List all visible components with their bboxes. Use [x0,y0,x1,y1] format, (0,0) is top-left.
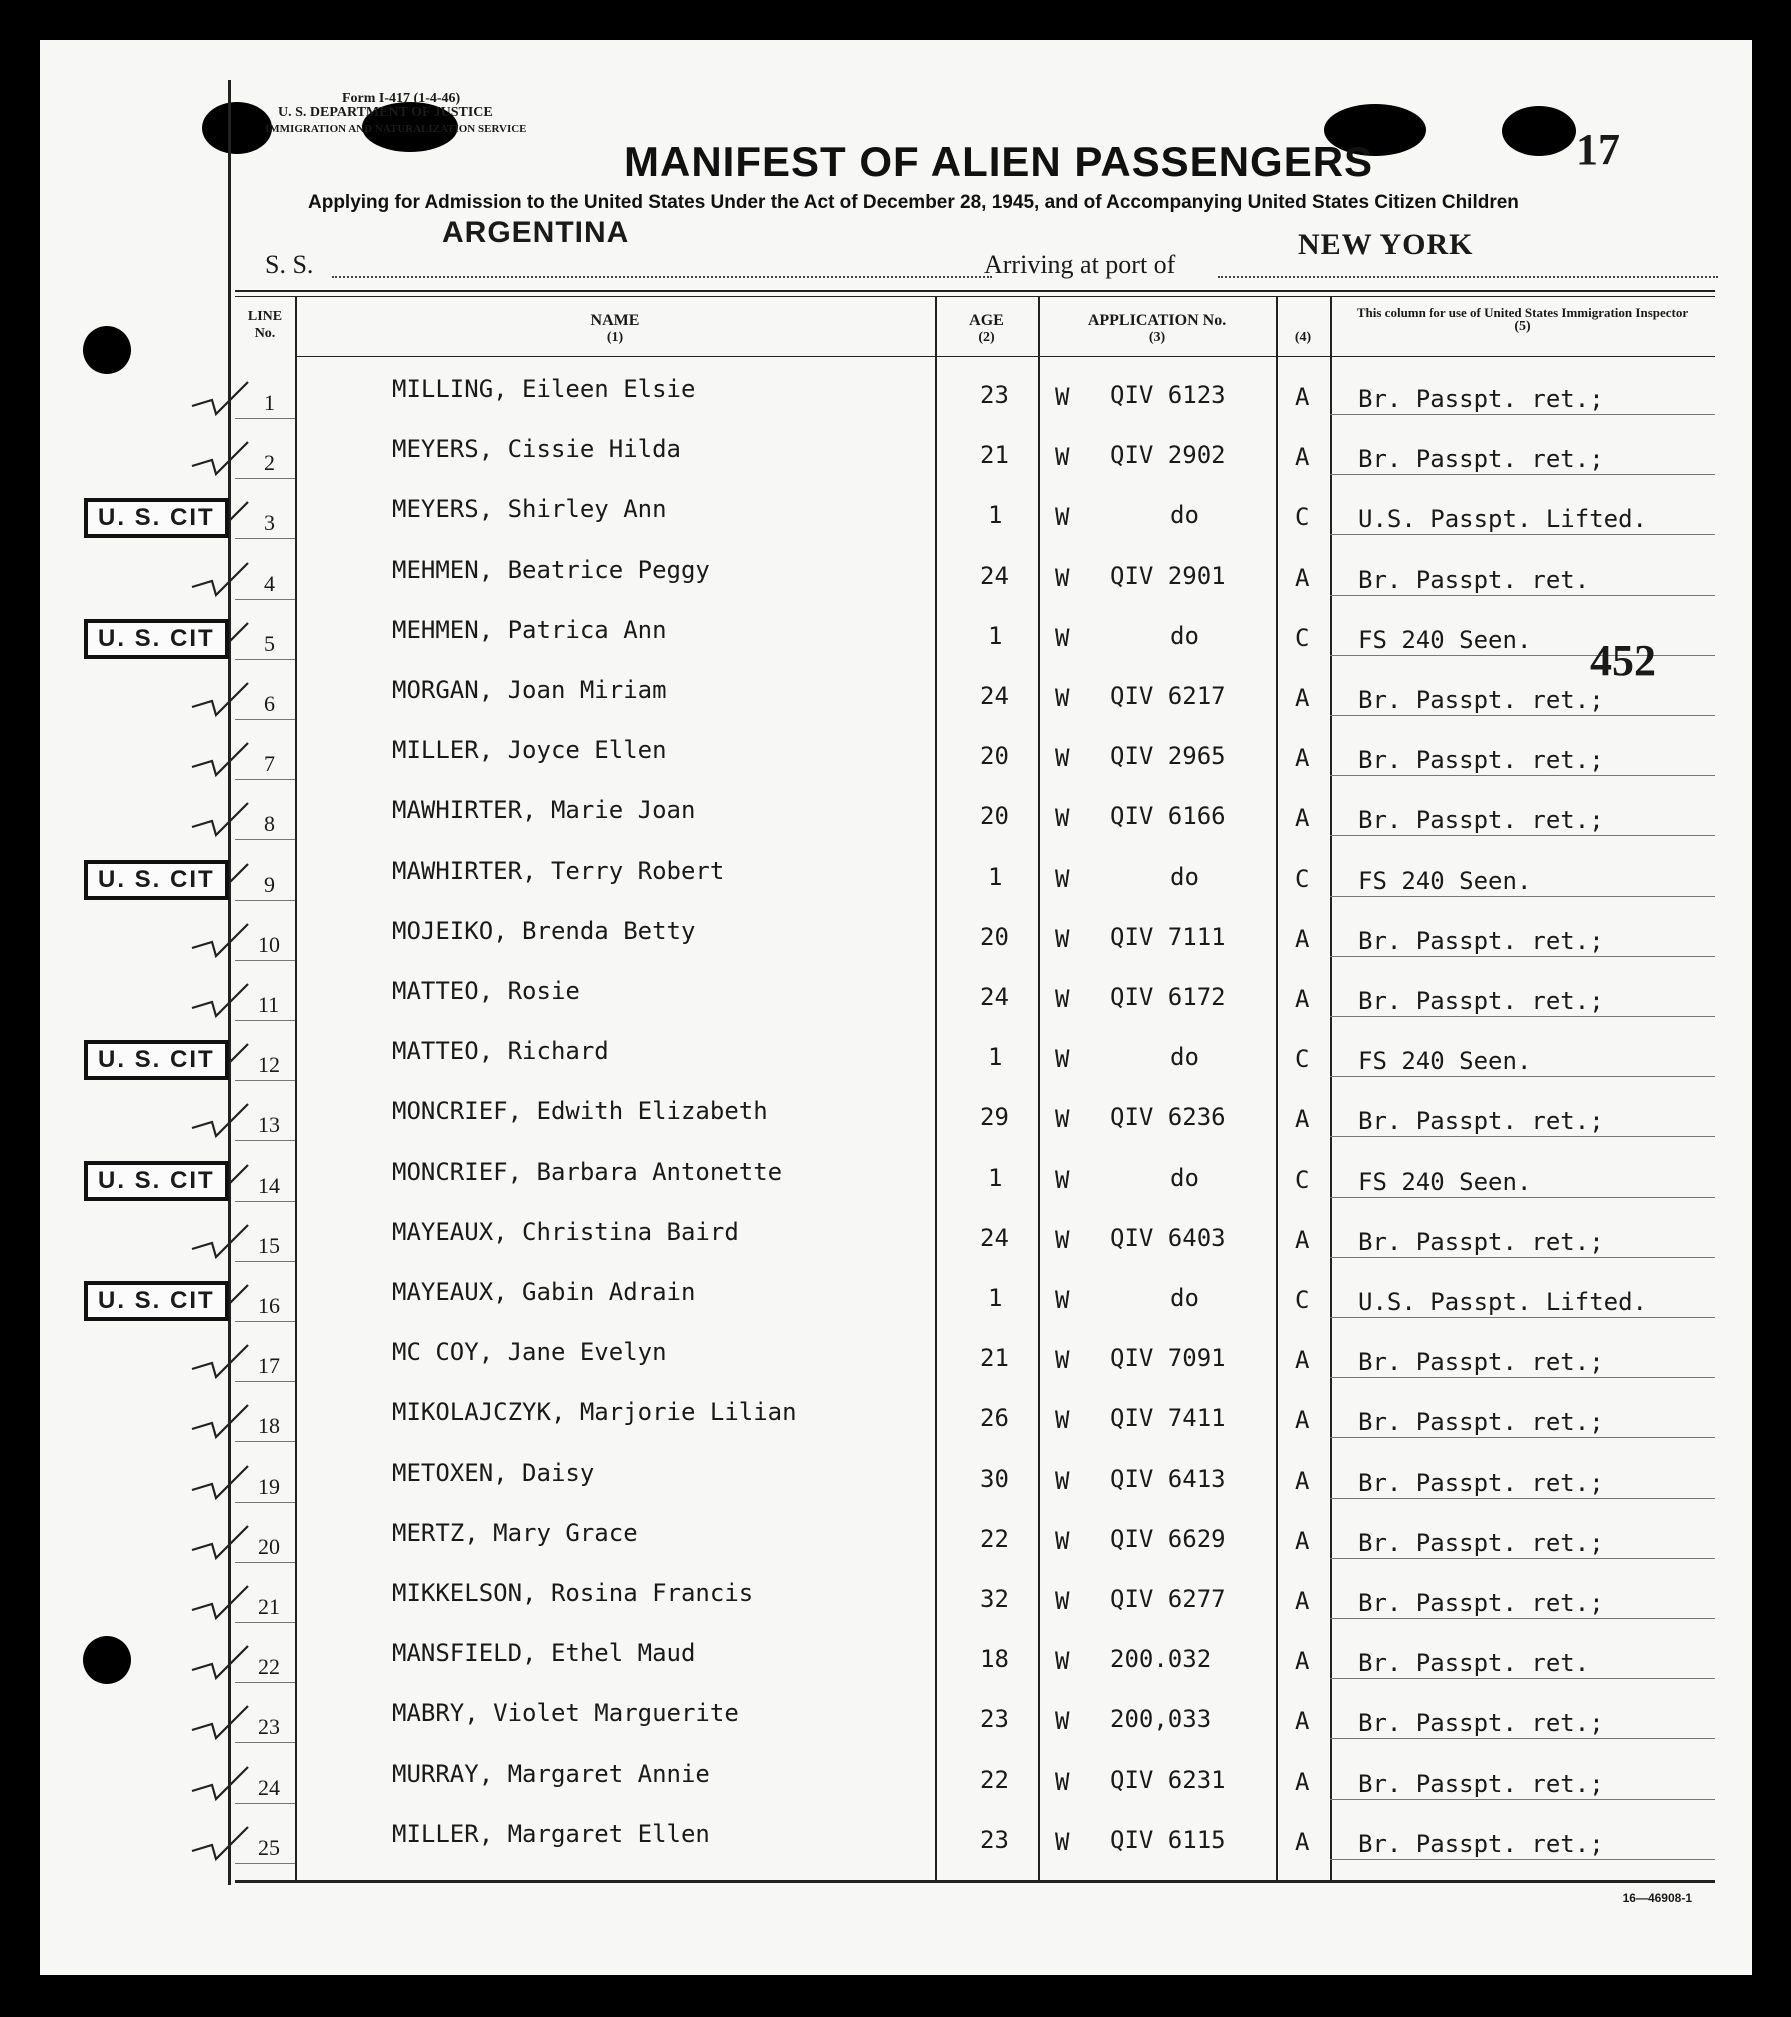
col-header-age-num: (2) [978,330,995,345]
check-mark-icon [190,922,250,962]
passenger-age: 18 [980,1645,1009,1674]
check-mark-icon [190,1223,250,1263]
application-number: 200.032 [1110,1645,1212,1674]
row-rule [1330,474,1715,475]
passenger-race: W [1055,1286,1070,1314]
application-number: QIV 2902 [1110,441,1226,470]
line-number: 7 [264,751,275,777]
application-number: do [1170,1163,1199,1192]
us-citizen-stamp: U. S. CIT [84,1281,229,1321]
manifest-sheet [40,40,1752,1975]
line-number: 8 [264,811,275,837]
row-rule [1330,775,1715,776]
passenger-name: MAWHIRTER, Terry Robert [392,856,725,885]
line-number: 1 [264,390,275,415]
passenger-name: MERTZ, Mary Grace [392,1518,638,1547]
col-header-line [235,308,295,342]
row-rule [1330,1799,1715,1800]
check-mark-icon [190,801,250,841]
passenger-age: 1 [988,1284,1003,1312]
passenger-race: W [1055,1767,1070,1796]
passenger-age: 24 [980,561,1009,590]
passenger-race: W [1055,623,1070,652]
table-bottom-rule [235,1880,1715,1883]
header-bottom-rule [295,356,1715,357]
row-rule [1330,1618,1715,1619]
row-rule [1330,896,1715,897]
row-rule [1330,1317,1715,1318]
passenger-age: 23 [980,381,1009,409]
inspector-remarks: Br. Passpt. ret.; [1358,1709,1604,1738]
check-mark-icon [190,681,250,721]
application-number: QIV 7411 [1110,1404,1226,1433]
passenger-race: W [1055,864,1070,893]
inspector-remarks: Br. Passpt. ret.; [1358,1528,1604,1557]
passenger-race: W [1055,1105,1070,1134]
passenger-name: MILLER, Margaret Ellen [392,1819,710,1848]
passenger-name: MEYERS, Shirley Ann [392,495,667,524]
passenger-name: MANSFIELD, Ethel Maud [392,1639,696,1668]
line-number: 13 [258,1112,280,1138]
row-rule [1330,1197,1715,1198]
check-mark-icon [190,440,250,480]
class-code: A [1295,1105,1310,1134]
col-header-age [935,312,1038,346]
line-number: 3 [264,510,275,536]
application-number: QIV 6629 [1110,1524,1226,1553]
class-code: A [1295,1827,1310,1856]
class-code: C [1295,1286,1310,1314]
passenger-age: 24 [980,1223,1009,1252]
col-divider [1276,296,1278,1882]
row-rule [1330,1136,1715,1137]
passenger-race: W [1055,1346,1070,1375]
row-rule [1330,1016,1715,1017]
line-number: 9 [264,871,275,897]
line-number: 18 [258,1413,280,1439]
inspector-remarks: Br. Passpt. ret. [1358,1649,1590,1678]
passenger-race: W [1055,1225,1070,1254]
page-subtitle: Applying for Admission to the United States Under the Act of December 28, 1945, and of Accompanying United States Citizen Children [308,192,1519,213]
passenger-age: 23 [980,1705,1009,1734]
row-rule [1330,835,1715,836]
passenger-name: MABRY, Violet Marguerite [392,1699,739,1728]
passenger-race: W [1055,1587,1070,1615]
line-number: 24 [258,1774,280,1800]
col-header-inspector [1330,306,1715,334]
class-code: A [1295,1767,1310,1796]
inspector-remarks: Br. Passpt. ret.; [1358,1769,1604,1798]
passenger-race: W [1055,1827,1070,1856]
application-number: QIV 6166 [1110,802,1226,831]
class-code: A [1295,1587,1310,1615]
passenger-race: W [1055,924,1070,953]
class-code: A [1295,1466,1310,1495]
application-number: QIV 6123 [1110,381,1226,409]
col-header-application-label: APPLICATION No. [1087,312,1227,329]
col-header-name-num: (1) [606,330,624,345]
inspector-remarks: Br. Passpt. ret.; [1358,1589,1604,1617]
class-code: A [1295,1707,1310,1736]
row-rule [1330,655,1715,656]
passenger-race: W [1055,684,1070,712]
inspector-remarks: FS 240 Seen. [1358,866,1532,895]
page-number: 17 [1576,125,1620,174]
passenger-race: W [1055,1165,1070,1194]
passenger-name: MEHMEN, Beatrice Peggy [392,555,710,584]
passenger-race: W [1055,383,1070,411]
class-code: A [1295,744,1310,773]
passenger-name: MONCRIEF, Barbara Antonette [392,1157,783,1186]
check-mark-icon [190,1825,250,1865]
passenger-age: 30 [980,1464,1009,1493]
passenger-age: 21 [980,441,1009,470]
class-code: A [1295,684,1310,712]
row-rule [1330,1257,1715,1258]
check-mark-icon [190,1524,250,1564]
us-citizen-stamp: U. S. CIT [84,619,229,659]
passenger-age: 22 [980,1765,1009,1794]
line-number: 12 [258,1052,280,1078]
class-code: C [1295,623,1310,652]
passenger-name: MAYEAUX, Gabin Adrain [392,1278,696,1306]
inspector-remarks: Br. Passpt. ret.; [1358,1107,1604,1136]
line-number: 17 [258,1353,280,1379]
annotation-number: 452 [1590,636,1656,685]
application-number: QIV 7091 [1110,1344,1226,1373]
line-number: 14 [258,1172,280,1198]
passenger-name: MIKOLAJCZYK, Marjorie Lilian [392,1398,797,1427]
passenger-age: 1 [988,1043,1003,1072]
passenger-race: W [1055,985,1070,1013]
class-code: A [1295,1526,1310,1555]
class-code: A [1295,383,1310,411]
inspector-remarks: Br. Passpt. ret.; [1358,1348,1604,1377]
passenger-age: 23 [980,1825,1009,1854]
col-divider [935,296,937,1882]
col-header-application-num: (3) [1148,330,1166,345]
passenger-name: MILLING, Eileen Elsie [392,375,696,403]
check-mark-icon [190,1644,250,1684]
passenger-race: W [1055,1647,1070,1676]
inspector-remarks: Br. Passpt. ret.; [1358,806,1604,835]
passenger-age: 29 [980,1103,1009,1132]
passenger-race: W [1055,503,1070,532]
row-rule [1330,1859,1715,1860]
inspector-remarks: Br. Passpt. ret.; [1358,1227,1604,1256]
passenger-name: MORGAN, Joan Miriam [392,676,667,704]
passenger-race: W [1055,443,1070,472]
line-number: 25 [258,1834,280,1860]
form-number: Form I-417 (1-4-46) [342,91,461,106]
inspector-remarks: Br. Passpt. ret.; [1358,746,1604,775]
table-top-rule-2 [235,296,1715,297]
application-number: QIV 7111 [1110,922,1226,951]
passenger-age: 20 [980,922,1009,951]
check-mark-icon [190,1704,250,1744]
line-number: 5 [264,630,275,656]
port-name: NEW YORK [1298,228,1474,261]
passenger-name: MATTEO, Richard [392,1037,609,1066]
row-rule [1330,956,1715,957]
inspector-remarks: Br. Passpt. ret.; [1358,686,1604,714]
port-label: Arriving at port of [984,250,1176,279]
passenger-name: MC COY, Jane Evelyn [392,1338,667,1367]
passenger-age: 1 [988,621,1003,650]
ship-name: ARGENTINA [442,216,630,249]
check-mark-icon [190,1584,250,1624]
application-number: do [1170,862,1199,891]
class-code: A [1295,1647,1310,1676]
passenger-race: W [1055,804,1070,833]
check-mark-icon [190,380,250,420]
line-number: 21 [258,1594,280,1619]
application-number: QIV 2965 [1110,742,1226,771]
application-number: do [1170,1284,1199,1312]
passenger-age: 24 [980,682,1009,710]
line-number: 22 [258,1654,280,1680]
passenger-age: 21 [980,1344,1009,1373]
line-number: 23 [258,1714,280,1740]
check-mark-icon [190,982,250,1022]
passenger-name: MAWHIRTER, Marie Joan [392,796,696,825]
row-rule [1330,595,1715,596]
row-rule [1330,414,1715,415]
application-number: 200,033 [1110,1705,1212,1734]
line-number: 15 [258,1232,280,1258]
check-mark-icon [190,741,250,781]
row-rule [1330,534,1715,535]
passenger-age: 26 [980,1404,1009,1433]
check-mark-icon [190,1464,250,1504]
application-number: QIV 6115 [1110,1825,1226,1854]
us-citizen-stamp: U. S. CIT [84,1040,229,1080]
passenger-name: MILLER, Joyce Ellen [392,736,667,765]
line-number: 4 [264,570,275,596]
passenger-race: W [1055,1526,1070,1555]
row-rule [1330,1558,1715,1559]
inspector-remarks: Br. Passpt. ret.; [1358,445,1604,474]
passenger-age: 1 [988,1163,1003,1192]
ss-label: S. S. [265,250,314,279]
col-header-name-label: NAME [590,312,640,329]
class-code: A [1295,804,1310,833]
passenger-name: MURRAY, Margaret Annie [392,1759,710,1788]
application-number: QIV 6217 [1110,682,1226,710]
us-citizen-stamp: U. S. CIT [84,498,229,538]
line-number: 10 [258,931,280,957]
row-rule [1330,1678,1715,1679]
ss-dotted-line [332,276,992,278]
col-header-application [1038,312,1276,346]
passenger-age: 20 [980,742,1009,771]
passenger-age: 20 [980,802,1009,831]
table-top-rule [235,290,1715,292]
application-number: QIV 6413 [1110,1464,1226,1493]
inspector-remarks: FS 240 Seen. [1358,625,1532,654]
application-number: QIV 6403 [1110,1223,1226,1252]
check-mark-icon [190,561,250,601]
application-number: QIV 2901 [1110,561,1226,590]
col-header-line-label: LINE No. [247,309,283,341]
passenger-name: MONCRIEF, Edwith Elizabeth [392,1097,768,1126]
check-mark-icon [190,1403,250,1443]
line-number: 16 [258,1293,280,1318]
inspector-remarks: Br. Passpt. ret.; [1358,987,1604,1015]
check-mark-icon [190,1765,250,1805]
application-number: do [1170,621,1199,650]
application-number: do [1170,1043,1199,1072]
row-rule [1330,1738,1715,1739]
class-code: A [1295,563,1310,592]
inspector-remarks: Br. Passpt. ret.; [1358,1468,1604,1497]
passenger-age: 1 [988,501,1003,530]
class-code: C [1295,503,1310,532]
row-rule [1330,1076,1715,1077]
col-divider [295,296,297,1882]
passenger-race: W [1055,563,1070,592]
row-rule [1330,715,1715,716]
line-number: 20 [258,1533,280,1559]
class-code: C [1295,864,1310,893]
inspector-remarks: Br. Passpt. ret. [1358,565,1590,594]
passenger-name: MOJEIKO, Brenda Betty [392,916,696,945]
redaction-blot [202,102,272,154]
class-code: A [1295,924,1310,953]
line-number: 2 [264,450,275,476]
punch-hole [83,1636,131,1684]
line-number: 11 [258,992,280,1017]
line-number: 6 [264,691,275,716]
check-mark-icon [190,1102,250,1142]
passenger-race: W [1055,1707,1070,1736]
inspector-remarks: U.S. Passpt. Lifted. [1358,505,1647,534]
col-header-inspector-num: (5) [1514,319,1531,334]
check-mark-icon [190,1343,250,1383]
row-rule [1330,1437,1715,1438]
col-header-inspector-label: This column for use of United States Immigration Inspector [1356,305,1689,320]
punch-hole [83,326,131,374]
class-code: A [1295,1225,1310,1254]
class-code: C [1295,1165,1310,1194]
redaction-blot [1502,106,1576,156]
port-dotted-line [1218,276,1718,278]
passenger-race: W [1055,1466,1070,1495]
inspector-remarks: Br. Passpt. ret.; [1358,926,1604,955]
passenger-race: W [1055,1406,1070,1435]
inspector-remarks: Br. Passpt. ret.; [1358,385,1604,413]
row-rule [1330,1377,1715,1378]
passenger-name: MEYERS, Cissie Hilda [392,435,681,464]
passenger-name: MEHMEN, Patrica Ann [392,615,667,644]
class-code: A [1295,1346,1310,1375]
row-rule [1330,1498,1715,1499]
passenger-name: METOXEN, Daisy [392,1458,595,1487]
passenger-name: MATTEO, Rosie [392,977,580,1005]
passenger-name: MIKKELSON, Rosina Francis [392,1579,754,1607]
application-number: QIV 6172 [1110,983,1226,1011]
footer-code: 16—46908-1 [1622,1891,1692,1905]
inspector-remarks: Br. Passpt. ret.; [1358,1829,1604,1858]
inspector-remarks: U.S. Passpt. Lifted. [1358,1288,1647,1316]
inspector-remarks: FS 240 Seen. [1358,1047,1532,1076]
application-number: QIV 6277 [1110,1585,1226,1613]
service-name: IMMIGRATION AND NATURALIZATION SERVICE [265,123,527,135]
inspector-remarks: FS 240 Seen. [1358,1167,1532,1196]
class-code: A [1295,443,1310,472]
application-number: QIV 6236 [1110,1103,1226,1132]
passenger-age: 32 [980,1585,1009,1613]
passenger-race: W [1055,744,1070,773]
us-citizen-stamp: U. S. CIT [84,1161,229,1201]
col-header-name [295,312,935,346]
line-number: 19 [258,1473,280,1499]
col-divider [1038,296,1040,1882]
passenger-race: W [1055,1045,1070,1074]
class-code: C [1295,1045,1310,1074]
us-citizen-stamp: U. S. CIT [84,860,229,900]
passenger-age: 22 [980,1524,1009,1553]
class-code: A [1295,985,1310,1013]
col-header-col4-num: (4) [1294,330,1312,345]
inspector-remarks: Br. Passpt. ret.; [1358,1408,1604,1437]
page-title: MANIFEST OF ALIEN PASSENGERS [624,138,1374,185]
application-number: QIV 6231 [1110,1765,1226,1794]
passenger-age: 24 [980,983,1009,1011]
col-header-age-label: AGE [969,312,1004,329]
passenger-name: MAYEAUX, Christina Baird [392,1217,739,1246]
class-code: A [1295,1406,1310,1435]
department-name: U. S. DEPARTMENT OF JUSTICE [278,105,493,120]
col-header-col4 [1276,329,1330,346]
passenger-age: 1 [988,862,1003,891]
application-number: do [1170,501,1199,530]
